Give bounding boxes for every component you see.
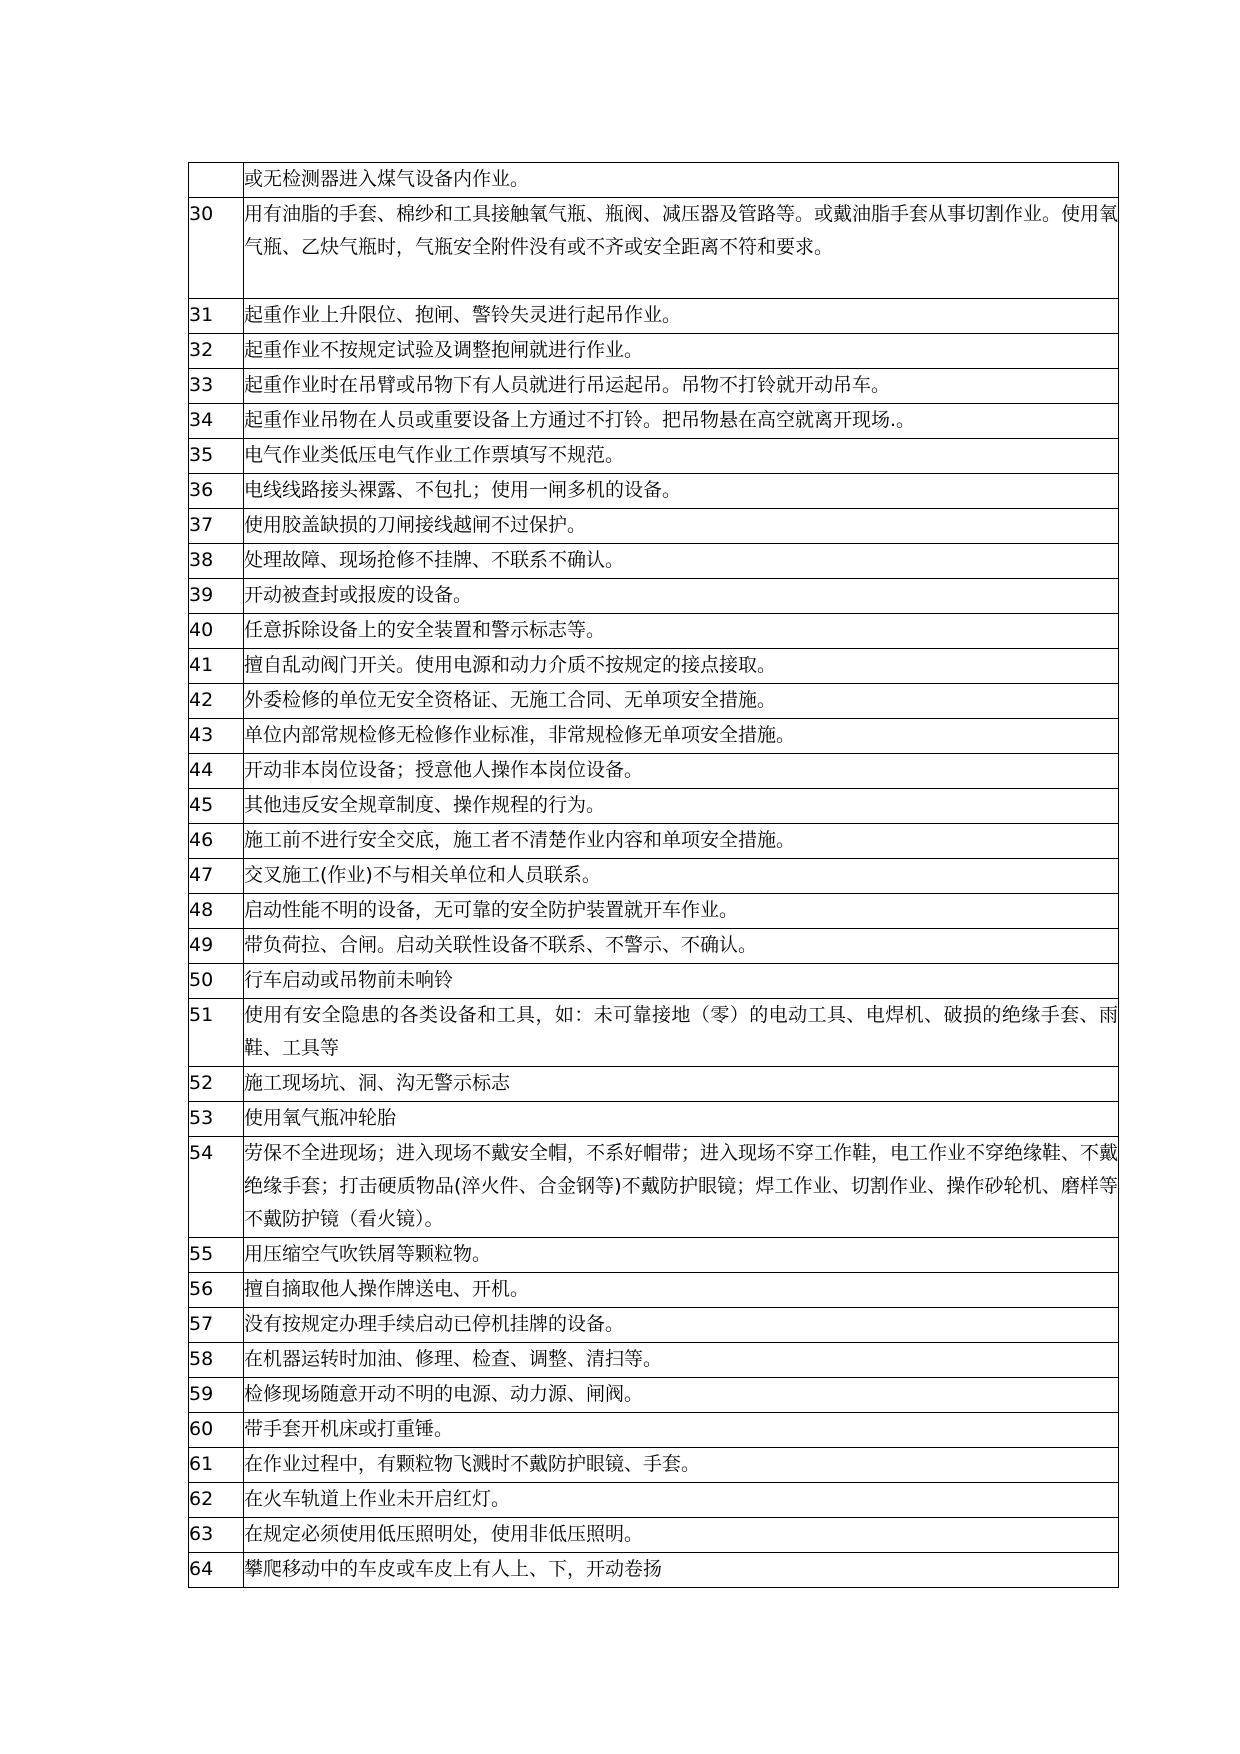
table-row [189,1553,1119,1588]
table-row [189,964,1119,999]
violation-description-cell: 攀爬移动中的车皮或车皮上有人上、下，开动卷扬 [244,1553,1119,1588]
table-row [189,163,1119,198]
row-number-cell: 30 [189,198,244,299]
row-number-cell: 42 [189,684,244,719]
violation-description-cell: 使用胶盖缺损的刀闸接线越闸不过保护。 [244,509,1119,544]
row-number-cell: 43 [189,719,244,754]
table-row [189,789,1119,824]
violation-description-cell: 起重作业时在吊臂或吊物下有人员就进行吊运起吊。吊物不打铃就开动吊车。 [244,369,1119,404]
table-row [189,579,1119,614]
table-row [189,684,1119,719]
row-number-cell: 54 [189,1137,244,1238]
table-row [189,1378,1119,1413]
violation-description-cell: 行车启动或吊物前未响铃 [244,964,1119,999]
row-number-cell: 62 [189,1483,244,1518]
violation-description-cell: 检修现场随意开动不明的电源、动力源、闸阀。 [244,1378,1119,1413]
violation-description-cell: 擅自乱动阀门开关。使用电源和动力介质不按规定的接点接取。 [244,649,1119,684]
row-number-cell: 57 [189,1308,244,1343]
violation-description-cell: 施工前不进行安全交底，施工者不清楚作业内容和单项安全措施。 [244,824,1119,859]
table-row [189,999,1119,1067]
table-row [189,1343,1119,1378]
row-number-cell: 36 [189,474,244,509]
violation-description-cell: 带负荷拉、合闸。启动关联性设备不联系、不警示、不确认。 [244,929,1119,964]
table-row [189,198,1119,299]
violation-description-cell: 外委检修的单位无安全资格证、无施工合同、无单项安全措施。 [244,684,1119,719]
violation-description-cell: 带手套开机床或打重锤。 [244,1413,1119,1448]
row-number-cell: 32 [189,334,244,369]
table-row [189,1273,1119,1308]
table-row [189,1448,1119,1483]
table-row [189,859,1119,894]
row-number-cell: 40 [189,614,244,649]
row-number-cell: 48 [189,894,244,929]
table-row [189,1102,1119,1137]
row-number-cell: 47 [189,859,244,894]
row-number-cell: 63 [189,1518,244,1553]
row-number-cell: 49 [189,929,244,964]
row-number-cell: 53 [189,1102,244,1137]
violation-description-cell: 起重作业吊物在人员或重要设备上方通过不打铃。把吊物悬在高空就离开现场.。 [244,404,1119,439]
table-row [189,1413,1119,1448]
table-row [189,614,1119,649]
row-number-cell: 31 [189,299,244,334]
row-number-cell: 37 [189,509,244,544]
violation-description-cell: 或无检测器进入煤气设备内作业。 [244,163,1119,198]
table-row [189,719,1119,754]
violation-description-cell: 在作业过程中，有颗粒物飞溅时不戴防护眼镜、手套。 [244,1448,1119,1483]
table-row [189,544,1119,579]
violation-description-cell: 在火车轨道上作业未开启红灯。 [244,1483,1119,1518]
row-number-cell [189,163,244,198]
table-row [189,649,1119,684]
violation-description-cell: 用压缩空气吹铁屑等颗粒物。 [244,1238,1119,1273]
violation-description-cell: 任意拆除设备上的安全装置和警示标志等。 [244,614,1119,649]
row-number-cell: 39 [189,579,244,614]
violation-description-cell: 开动非本岗位设备；授意他人操作本岗位设备。 [244,754,1119,789]
violation-description-cell: 在机器运转时加油、修理、检查、调整、清扫等。 [244,1343,1119,1378]
table-row [189,474,1119,509]
row-number-cell: 50 [189,964,244,999]
table-row [189,1518,1119,1553]
table-body [189,163,1119,1588]
table-row [189,509,1119,544]
row-number-cell: 46 [189,824,244,859]
violation-description-cell: 电线线路接头裸露、不包扎；使用一闸多机的设备。 [244,474,1119,509]
row-number-cell: 33 [189,369,244,404]
row-number-cell: 59 [189,1378,244,1413]
violation-description-cell: 使用有安全隐患的各类设备和工具，如：未可靠接地（零）的电动工具、电焊机、破损的绝缘手套、雨鞋、工具等 [244,999,1119,1067]
violation-description-cell: 其他违反安全规章制度、操作规程的行为。 [244,789,1119,824]
violation-description-cell: 劳保不全进现场；进入现场不戴安全帽，不系好帽带；进入现场不穿工作鞋，电工作业不穿绝缘鞋、不戴绝缘手套；打击硬质物品(淬火件、合金钢等)不戴防护眼镜；焊工作业、切割作业、操作砂轮机、磨样等不戴防护镜（看火镜）。 [244,1137,1119,1238]
table-row [189,929,1119,964]
row-number-cell: 52 [189,1067,244,1102]
row-number-cell: 35 [189,439,244,474]
violation-description-cell: 没有按规定办理手续启动已停机挂牌的设备。 [244,1308,1119,1343]
table-row [189,824,1119,859]
row-number-cell: 41 [189,649,244,684]
violation-description-cell: 处理故障、现场抢修不挂牌、不联系不确认。 [244,544,1119,579]
table-row [189,334,1119,369]
table-row [189,369,1119,404]
table-row [189,754,1119,789]
violation-description-cell: 在规定必须使用低压照明处，使用非低压照明。 [244,1518,1119,1553]
table-row [189,894,1119,929]
table-row [189,299,1119,334]
table-row [189,1308,1119,1343]
row-number-cell: 51 [189,999,244,1067]
violation-description-cell: 起重作业上升限位、抱闸、警铃失灵进行起吊作业。 [244,299,1119,334]
violation-description-cell: 开动被查封或报废的设备。 [244,579,1119,614]
violation-description-cell: 擅自摘取他人操作牌送电、开机。 [244,1273,1119,1308]
table-row [189,1238,1119,1273]
row-number-cell: 60 [189,1413,244,1448]
violation-description-cell: 起重作业不按规定试验及调整抱闸就进行作业。 [244,334,1119,369]
row-number-cell: 44 [189,754,244,789]
table-row [189,439,1119,474]
row-number-cell: 45 [189,789,244,824]
row-number-cell: 64 [189,1553,244,1588]
violation-description-cell: 施工现场坑、洞、沟无警示标志 [244,1067,1119,1102]
row-number-cell: 55 [189,1238,244,1273]
safety-violations-table [188,162,1119,1588]
violation-description-cell: 启动性能不明的设备，无可靠的安全防护装置就开车作业。 [244,894,1119,929]
row-number-cell: 56 [189,1273,244,1308]
table-row [189,404,1119,439]
table-row [189,1067,1119,1102]
violation-description-cell: 使用氧气瓶冲轮胎 [244,1102,1119,1137]
violation-description-cell: 电气作业类低压电气作业工作票填写不规范。 [244,439,1119,474]
violation-description-cell: 单位内部常规检修无检修作业标准，非常规检修无单项安全措施。 [244,719,1119,754]
violation-description-cell: 用有油脂的手套、棉纱和工具接触氧气瓶、瓶阀、减压器及管路等。或戴油脂手套从事切割作业。使用氧气瓶、乙炔气瓶时，气瓶安全附件没有或不齐或安全距离不符和要求。 [244,198,1119,299]
table-row [189,1137,1119,1238]
violation-description-cell: 交叉施工(作业)不与相关单位和人员联系。 [244,859,1119,894]
row-number-cell: 58 [189,1343,244,1378]
table-row [189,1483,1119,1518]
row-number-cell: 38 [189,544,244,579]
row-number-cell: 34 [189,404,244,439]
row-number-cell: 61 [189,1448,244,1483]
